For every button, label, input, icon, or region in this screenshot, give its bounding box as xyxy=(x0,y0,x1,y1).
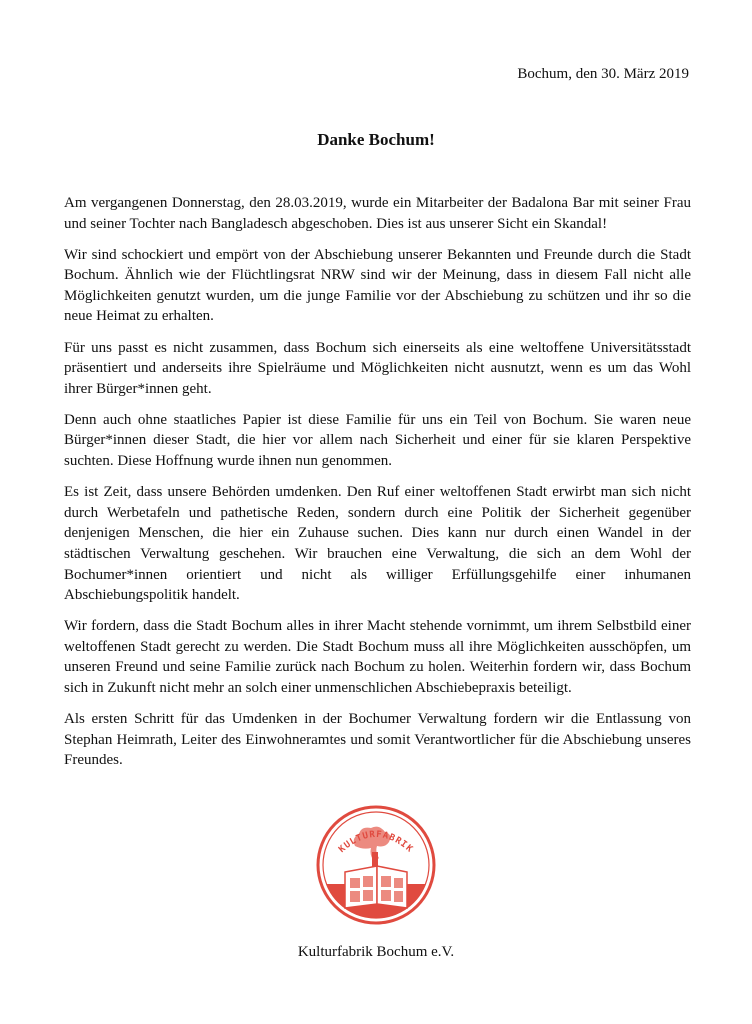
paragraph: Wir fordern, dass die Stadt Bochum alles in ihrer Macht stehende vornimmt, um ihrem Selbstbild einer weltoffenen Stadt gerecht zu werden. Die Stadt Bochum muss all ihre Möglichkeiten ausschöpfen, um unseren Freund und seine Familie zurück nach Bochum zu holen. Weiterhin fordern wir, dass Bochum sich in Zukunft nicht mehr an solch einer unmenschlichen Abschiebepraxis beteiligt. xyxy=(64,618,691,696)
signature: Kulturfabrik Bochum e.V. xyxy=(297,944,455,960)
logo-wordmark: KULTURFABRIK xyxy=(337,829,415,856)
letter-title: Danke Bochum! xyxy=(317,130,435,149)
paragraph: Für uns passt es nicht zusammen, dass Bochum sich einerseits als eine weltoffene Universitätsstadt präsentiert und anderseits ihre Spielräume und Möglichkeiten nicht ausnutzt, wenn es um das Wohl ihrer Bürger*innen geht. xyxy=(64,339,691,397)
date-line: Bochum, den 30. März 2019 xyxy=(517,66,689,82)
paragraph: Wir sind schockiert und empört von der Abschiebung unserer Bekannten und Freunde durch die Stadt Bochum. Ähnlich wie der Flüchtlingsrat NRW sind wir der Meinung, dass in diesem Fall nicht alle Möglichkeiten genutzt wurden, um die junge Familie vor der Abschiebung zu schützen und ihr so die neue Heimat zu erhalten. xyxy=(64,246,691,325)
letter-body xyxy=(64,193,691,781)
kulturfabrik-logo xyxy=(315,804,437,926)
paragraph: Am vergangenen Donnerstag, den 28.03.2019, wurde ein Mitarbeiter der Badalona Bar mit seiner Frau und seiner Tochter nach Bangladesch abgeschoben. Dies ist aus unserer Sicht ein Skandal! xyxy=(64,195,691,232)
paragraph: Es ist Zeit, dass unsere Behörden umdenken. Den Ruf einer weltoffenen Stadt erwirbt man sich nicht durch Werbetafeln und pathetische Reden, sondern durch eine Politik der Sicherheit gegenüber denjenigen Menschen, die hier ein Zuhause suchen. Dies kann nur durch einen Wandel in der städtischen Verwaltung geschehen. Wir brauchen eine Verwaltung, die sich an dem Wohl der Bochumer*innen orientiert und nicht als williger Erfüllungsgehilfe einer inhumanen Abschiebungspolitik handelt. xyxy=(64,484,691,604)
paragraph: Denn auch ohne staatliches Papier ist diese Familie für uns ein Teil von Bochum. Sie waren neue Bürger*innen dieser Stadt, die hier vor allem nach Sicherheit und einer für sie klaren Perspektive suchten. Diese Hoffnung wurde ihnen nun genommen. xyxy=(64,411,691,470)
logo-building xyxy=(345,866,407,908)
paragraph: Als ersten Schritt für das Umdenken in der Bochumer Verwaltung fordern wir die Entlassung von Stephan Heimrath, Leiter des Einwohneramtes und somit Verantwortlicher für die Abschiebung unseres Freundes. xyxy=(64,711,691,769)
